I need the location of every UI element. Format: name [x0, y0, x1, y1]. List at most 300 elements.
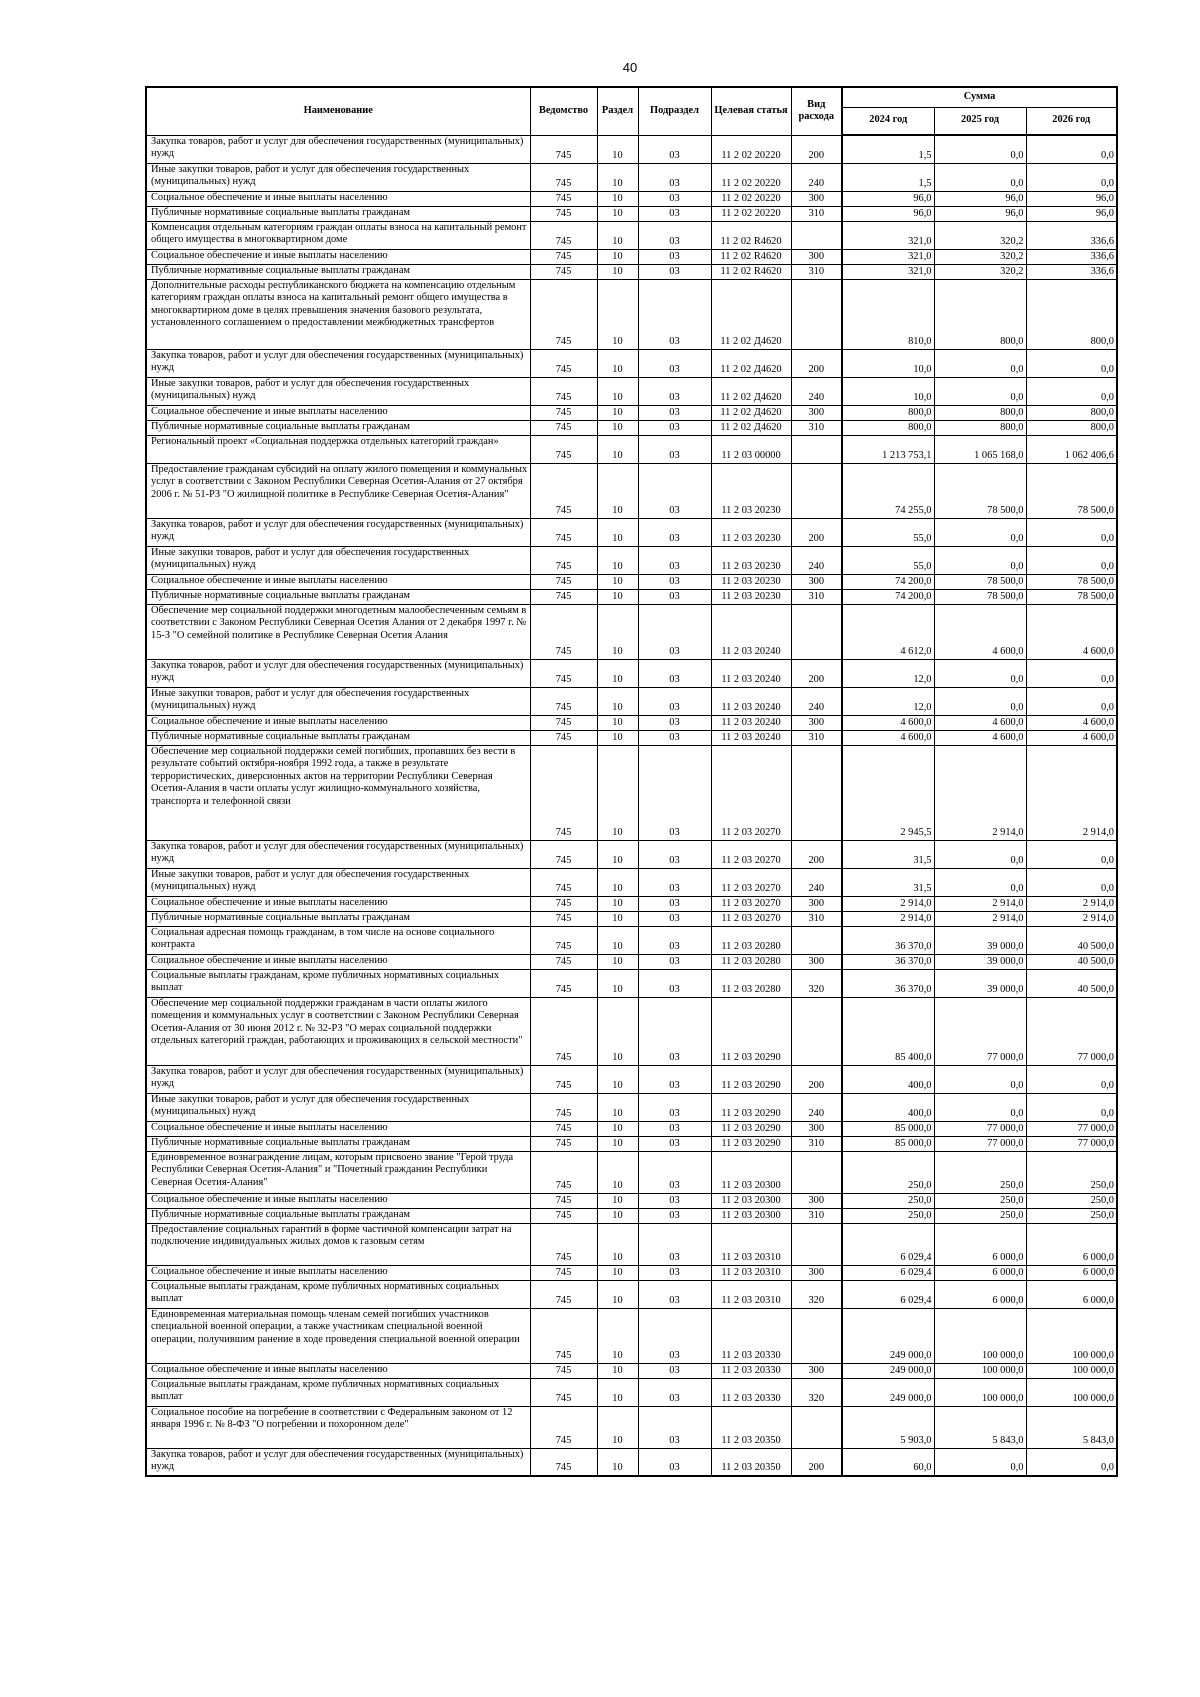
cell-subsection: 03	[638, 463, 711, 518]
cell-department: 745	[530, 1121, 597, 1136]
table-row	[146, 1136, 1117, 1151]
cell-name: Публичные нормативные социальные выплаты гражданам	[146, 589, 530, 604]
cell-expense-type: 300	[791, 1265, 842, 1280]
cell-section: 10	[597, 221, 638, 249]
cell-subsection: 03	[638, 574, 711, 589]
cell-name: Закупка товаров, работ и услуг для обеспечения государственных (муниципальных) нужд	[146, 659, 530, 687]
cell-amount-2026: 0,0	[1026, 840, 1117, 868]
table-row	[146, 1280, 1117, 1308]
cell-name: Публичные нормативные социальные выплаты гражданам	[146, 264, 530, 279]
cell-section: 10	[597, 1448, 638, 1476]
cell-target-article: 11 2 03 20240	[711, 687, 791, 715]
cell-expense-type	[791, 997, 842, 1065]
cell-target-article: 11 2 03 20270	[711, 896, 791, 911]
cell-subsection: 03	[638, 1208, 711, 1223]
cell-amount-2024: 74 200,0	[842, 574, 934, 589]
cell-name: Социальное обеспечение и иные выплаты населению	[146, 715, 530, 730]
header-target-article: Целевая статья	[711, 87, 791, 135]
cell-section: 10	[597, 911, 638, 926]
table-row	[146, 420, 1117, 435]
cell-amount-2024: 74 255,0	[842, 463, 934, 518]
cell-department: 745	[530, 206, 597, 221]
cell-department: 745	[530, 1265, 597, 1280]
cell-expense-type: 200	[791, 659, 842, 687]
cell-subsection: 03	[638, 730, 711, 745]
cell-subsection: 03	[638, 840, 711, 868]
cell-section: 10	[597, 264, 638, 279]
table-row	[146, 730, 1117, 745]
cell-name: Социальные выплаты гражданам, кроме публичных нормативных социальных выплат	[146, 1378, 530, 1406]
cell-amount-2025: 0,0	[934, 135, 1026, 163]
cell-section: 10	[597, 1093, 638, 1121]
cell-amount-2025: 39 000,0	[934, 926, 1026, 954]
table-row	[146, 1093, 1117, 1121]
cell-amount-2024: 1,5	[842, 163, 934, 191]
cell-department: 745	[530, 997, 597, 1065]
cell-amount-2026: 250,0	[1026, 1151, 1117, 1193]
cell-amount-2025: 0,0	[934, 687, 1026, 715]
cell-section: 10	[597, 420, 638, 435]
cell-expense-type	[791, 604, 842, 659]
cell-expense-type: 200	[791, 1065, 842, 1093]
cell-expense-type: 310	[791, 589, 842, 604]
cell-department: 745	[530, 604, 597, 659]
cell-section: 10	[597, 463, 638, 518]
cell-expense-type: 300	[791, 1363, 842, 1378]
cell-amount-2024: 12,0	[842, 687, 934, 715]
cell-expense-type: 300	[791, 1121, 842, 1136]
cell-subsection: 03	[638, 279, 711, 349]
cell-amount-2026: 0,0	[1026, 659, 1117, 687]
cell-amount-2024: 55,0	[842, 546, 934, 574]
cell-department: 745	[530, 377, 597, 405]
cell-amount-2025: 250,0	[934, 1208, 1026, 1223]
cell-amount-2026: 6 000,0	[1026, 1223, 1117, 1265]
table-row	[146, 1151, 1117, 1193]
cell-expense-type	[791, 745, 842, 840]
cell-amount-2024: 31,5	[842, 868, 934, 896]
cell-amount-2026: 2 914,0	[1026, 896, 1117, 911]
cell-amount-2026: 4 600,0	[1026, 730, 1117, 745]
cell-amount-2026: 2 914,0	[1026, 911, 1117, 926]
table-row	[146, 896, 1117, 911]
cell-amount-2025: 96,0	[934, 206, 1026, 221]
cell-department: 745	[530, 163, 597, 191]
table-row	[146, 911, 1117, 926]
cell-department: 745	[530, 1151, 597, 1193]
cell-target-article: 11 2 02 20220	[711, 206, 791, 221]
table-row	[146, 574, 1117, 589]
cell-expense-type: 240	[791, 163, 842, 191]
cell-subsection: 03	[638, 1406, 711, 1448]
cell-amount-2025: 0,0	[934, 1448, 1026, 1476]
cell-amount-2024: 85 000,0	[842, 1136, 934, 1151]
cell-name: Обеспечение мер социальной поддержки гражданам в части оплаты жилого помещения и коммунальных услуг в соответствии с Законом Республики Северная Осетия-Алания от 30 июня 2012 г. № 32-РЗ "О мерах социальной поддержки отдельных категорий граждан, работающих и проживающих в сельской местности"	[146, 997, 530, 1065]
cell-subsection: 03	[638, 221, 711, 249]
cell-name: Обеспечение мер социальной поддержки семей погибших, пропавших без вести в результате событий октября-ноября 1992 года, а также в результате террористических, диверсионных актов на территории Республики Северная Осетия-Алания в части оплаты услуг жилищно-коммунального хозяйства, транспорта и телефонной связи	[146, 745, 530, 840]
table-row	[146, 715, 1117, 730]
cell-expense-type: 310	[791, 264, 842, 279]
cell-target-article: 11 2 02 Д4620	[711, 279, 791, 349]
cell-expense-type: 240	[791, 687, 842, 715]
header-section: Раздел	[597, 87, 638, 135]
table-row	[146, 840, 1117, 868]
cell-amount-2024: 4 612,0	[842, 604, 934, 659]
cell-amount-2025: 320,2	[934, 249, 1026, 264]
cell-amount-2025: 4 600,0	[934, 730, 1026, 745]
cell-amount-2025: 39 000,0	[934, 969, 1026, 997]
cell-subsection: 03	[638, 518, 711, 546]
cell-expense-type: 300	[791, 896, 842, 911]
cell-section: 10	[597, 1363, 638, 1378]
cell-name: Социальное обеспечение и иные выплаты населению	[146, 191, 530, 206]
cell-subsection: 03	[638, 546, 711, 574]
cell-amount-2024: 85 400,0	[842, 997, 934, 1065]
cell-amount-2024: 31,5	[842, 840, 934, 868]
cell-name: Социальное обеспечение и иные выплаты населению	[146, 574, 530, 589]
cell-name: Социальное обеспечение и иные выплаты населению	[146, 954, 530, 969]
cell-name: Закупка товаров, работ и услуг для обеспечения государственных (муниципальных) нужд	[146, 840, 530, 868]
header-year-2024: 2024 год	[842, 107, 934, 135]
cell-target-article: 11 2 03 20230	[711, 518, 791, 546]
cell-amount-2024: 6 029,4	[842, 1280, 934, 1308]
cell-section: 10	[597, 405, 638, 420]
cell-amount-2025: 250,0	[934, 1193, 1026, 1208]
cell-name: Предоставление социальных гарантий в форме частичной компенсации затрат на подключение индивидуальных жилых домов к газовым сетям	[146, 1223, 530, 1265]
cell-amount-2024: 4 600,0	[842, 730, 934, 745]
cell-amount-2026: 0,0	[1026, 163, 1117, 191]
cell-amount-2024: 800,0	[842, 420, 934, 435]
cell-amount-2026: 0,0	[1026, 687, 1117, 715]
table-row	[146, 206, 1117, 221]
cell-name: Публичные нормативные социальные выплаты гражданам	[146, 1208, 530, 1223]
cell-subsection: 03	[638, 911, 711, 926]
cell-target-article: 11 2 03 20230	[711, 463, 791, 518]
cell-amount-2025: 6 000,0	[934, 1223, 1026, 1265]
cell-target-article: 11 2 03 20230	[711, 546, 791, 574]
cell-amount-2026: 77 000,0	[1026, 997, 1117, 1065]
cell-target-article: 11 2 03 20330	[711, 1308, 791, 1363]
cell-subsection: 03	[638, 997, 711, 1065]
cell-expense-type	[791, 1151, 842, 1193]
cell-amount-2024: 85 000,0	[842, 1121, 934, 1136]
cell-target-article: 11 2 03 00000	[711, 435, 791, 463]
cell-amount-2025: 0,0	[934, 659, 1026, 687]
cell-target-article: 11 2 03 20310	[711, 1265, 791, 1280]
cell-name: Закупка товаров, работ и услуг для обеспечения государственных (муниципальных) нужд	[146, 518, 530, 546]
cell-amount-2026: 4 600,0	[1026, 604, 1117, 659]
cell-name: Иные закупки товаров, работ и услуг для обеспечения государственных (муниципальных) нужд	[146, 868, 530, 896]
cell-amount-2024: 249 000,0	[842, 1363, 934, 1378]
header-name: Наименование	[146, 87, 530, 135]
cell-expense-type: 300	[791, 405, 842, 420]
cell-subsection: 03	[638, 135, 711, 163]
table-row	[146, 1378, 1117, 1406]
cell-amount-2025: 77 000,0	[934, 1136, 1026, 1151]
cell-department: 745	[530, 868, 597, 896]
cell-amount-2025: 250,0	[934, 1151, 1026, 1193]
cell-name: Социальное обеспечение и иные выплаты населению	[146, 1193, 530, 1208]
cell-department: 745	[530, 420, 597, 435]
cell-section: 10	[597, 1223, 638, 1265]
cell-section: 10	[597, 249, 638, 264]
cell-expense-type: 320	[791, 1378, 842, 1406]
cell-department: 745	[530, 1308, 597, 1363]
cell-department: 745	[530, 574, 597, 589]
cell-target-article: 11 2 03 20240	[711, 715, 791, 730]
cell-amount-2024: 6 029,4	[842, 1265, 934, 1280]
cell-expense-type: 310	[791, 420, 842, 435]
cell-amount-2026: 2 914,0	[1026, 745, 1117, 840]
budget-table	[145, 86, 1118, 1477]
cell-department: 745	[530, 896, 597, 911]
cell-target-article: 11 2 03 20270	[711, 911, 791, 926]
cell-target-article: 11 2 03 20280	[711, 954, 791, 969]
cell-subsection: 03	[638, 264, 711, 279]
table-row	[146, 221, 1117, 249]
cell-amount-2026: 100 000,0	[1026, 1363, 1117, 1378]
cell-amount-2025: 77 000,0	[934, 1121, 1026, 1136]
cell-target-article: 11 2 02 Д4620	[711, 349, 791, 377]
table-row	[146, 589, 1117, 604]
cell-department: 745	[530, 659, 597, 687]
cell-amount-2026: 100 000,0	[1026, 1308, 1117, 1363]
cell-expense-type	[791, 1406, 842, 1448]
cell-department: 745	[530, 1406, 597, 1448]
table-body	[146, 135, 1117, 1476]
cell-amount-2024: 6 029,4	[842, 1223, 934, 1265]
cell-amount-2025: 100 000,0	[934, 1378, 1026, 1406]
cell-target-article: 11 2 03 20350	[711, 1406, 791, 1448]
cell-expense-type: 300	[791, 574, 842, 589]
cell-section: 10	[597, 1208, 638, 1223]
cell-expense-type: 310	[791, 1136, 842, 1151]
cell-amount-2025: 78 500,0	[934, 463, 1026, 518]
cell-amount-2024: 2 945,5	[842, 745, 934, 840]
cell-section: 10	[597, 279, 638, 349]
cell-section: 10	[597, 1280, 638, 1308]
cell-subsection: 03	[638, 926, 711, 954]
cell-name: Публичные нормативные социальные выплаты гражданам	[146, 730, 530, 745]
cell-subsection: 03	[638, 745, 711, 840]
cell-name: Социальное обеспечение и иные выплаты населению	[146, 896, 530, 911]
cell-amount-2024: 5 903,0	[842, 1406, 934, 1448]
cell-expense-type: 200	[791, 518, 842, 546]
cell-department: 745	[530, 349, 597, 377]
cell-expense-type	[791, 926, 842, 954]
cell-section: 10	[597, 135, 638, 163]
cell-department: 745	[530, 954, 597, 969]
table-row	[146, 1065, 1117, 1093]
cell-expense-type: 310	[791, 911, 842, 926]
cell-department: 745	[530, 435, 597, 463]
cell-section: 10	[597, 435, 638, 463]
cell-amount-2026: 0,0	[1026, 546, 1117, 574]
cell-section: 10	[597, 997, 638, 1065]
cell-name: Социальное обеспечение и иные выплаты населению	[146, 1265, 530, 1280]
cell-target-article: 11 2 03 20330	[711, 1363, 791, 1378]
cell-amount-2024: 400,0	[842, 1065, 934, 1093]
cell-amount-2026: 0,0	[1026, 135, 1117, 163]
cell-target-article: 11 2 03 20230	[711, 574, 791, 589]
header-year-2025: 2025 год	[934, 107, 1026, 135]
table-row	[146, 279, 1117, 349]
cell-subsection: 03	[638, 1151, 711, 1193]
cell-amount-2025: 0,0	[934, 518, 1026, 546]
cell-department: 745	[530, 1208, 597, 1223]
cell-expense-type	[791, 1223, 842, 1265]
cell-name: Дополнительные расходы республиканского бюджета на компенсацию отдельным категориям граждан оплаты взноса на капитальный ремонт общего имущества в многоквартирном доме в целях превышения значения базового результата, установленного соглашением о предоставлении межбюджетных трансфертов	[146, 279, 530, 349]
table-row	[146, 435, 1117, 463]
cell-department: 745	[530, 730, 597, 745]
cell-amount-2024: 321,0	[842, 249, 934, 264]
cell-target-article: 11 2 03 20240	[711, 604, 791, 659]
cell-amount-2025: 800,0	[934, 420, 1026, 435]
table-row	[146, 969, 1117, 997]
cell-department: 745	[530, 264, 597, 279]
cell-target-article: 11 2 02 R4620	[711, 221, 791, 249]
cell-amount-2026: 78 500,0	[1026, 589, 1117, 604]
cell-department: 745	[530, 840, 597, 868]
cell-amount-2024: 400,0	[842, 1093, 934, 1121]
cell-subsection: 03	[638, 1378, 711, 1406]
cell-department: 745	[530, 926, 597, 954]
cell-section: 10	[597, 1193, 638, 1208]
cell-department: 745	[530, 1378, 597, 1406]
cell-subsection: 03	[638, 405, 711, 420]
cell-section: 10	[597, 349, 638, 377]
cell-expense-type: 300	[791, 715, 842, 730]
table-row	[146, 463, 1117, 518]
cell-amount-2025: 0,0	[934, 163, 1026, 191]
cell-subsection: 03	[638, 420, 711, 435]
cell-amount-2024: 1,5	[842, 135, 934, 163]
cell-expense-type: 240	[791, 377, 842, 405]
cell-amount-2026: 0,0	[1026, 349, 1117, 377]
cell-department: 745	[530, 249, 597, 264]
cell-name: Иные закупки товаров, работ и услуг для обеспечения государственных (муниципальных) нужд	[146, 377, 530, 405]
table-row	[146, 1265, 1117, 1280]
cell-section: 10	[597, 546, 638, 574]
table-row	[146, 405, 1117, 420]
cell-subsection: 03	[638, 435, 711, 463]
cell-section: 10	[597, 1378, 638, 1406]
cell-amount-2026: 250,0	[1026, 1193, 1117, 1208]
cell-amount-2025: 0,0	[934, 1093, 1026, 1121]
cell-department: 745	[530, 1448, 597, 1476]
cell-amount-2026: 6 000,0	[1026, 1265, 1117, 1280]
cell-section: 10	[597, 1121, 638, 1136]
cell-target-article: 11 2 03 20280	[711, 926, 791, 954]
cell-target-article: 11 2 03 20280	[711, 969, 791, 997]
cell-section: 10	[597, 163, 638, 191]
cell-target-article: 11 2 02 R4620	[711, 249, 791, 264]
cell-amount-2026: 336,6	[1026, 249, 1117, 264]
cell-target-article: 11 2 02 R4620	[711, 264, 791, 279]
cell-target-article: 11 2 03 20240	[711, 659, 791, 687]
cell-department: 745	[530, 191, 597, 206]
cell-amount-2024: 1 213 753,1	[842, 435, 934, 463]
cell-name: Публичные нормативные социальные выплаты гражданам	[146, 420, 530, 435]
cell-target-article: 11 2 02 20220	[711, 163, 791, 191]
cell-amount-2024: 810,0	[842, 279, 934, 349]
cell-amount-2024: 74 200,0	[842, 589, 934, 604]
cell-target-article: 11 2 03 20300	[711, 1193, 791, 1208]
header-sum: Сумма	[842, 87, 1117, 107]
cell-amount-2024: 2 914,0	[842, 911, 934, 926]
table-row	[146, 1208, 1117, 1223]
cell-amount-2026: 800,0	[1026, 420, 1117, 435]
cell-section: 10	[597, 1151, 638, 1193]
cell-name: Иные закупки товаров, работ и услуг для обеспечения государственных (муниципальных) нужд	[146, 163, 530, 191]
cell-target-article: 11 2 03 20270	[711, 745, 791, 840]
cell-amount-2025: 2 914,0	[934, 911, 1026, 926]
table-row	[146, 518, 1117, 546]
cell-expense-type: 300	[791, 249, 842, 264]
cell-target-article: 11 2 03 20290	[711, 1093, 791, 1121]
cell-amount-2025: 78 500,0	[934, 589, 1026, 604]
cell-amount-2024: 250,0	[842, 1151, 934, 1193]
cell-section: 10	[597, 377, 638, 405]
cell-amount-2025: 0,0	[934, 349, 1026, 377]
cell-amount-2026: 40 500,0	[1026, 969, 1117, 997]
cell-amount-2024: 96,0	[842, 191, 934, 206]
table-row	[146, 163, 1117, 191]
cell-section: 10	[597, 206, 638, 221]
cell-department: 745	[530, 1193, 597, 1208]
cell-name: Социальная адресная помощь гражданам, в том числе на основе социального контракта	[146, 926, 530, 954]
cell-department: 745	[530, 1136, 597, 1151]
cell-amount-2024: 36 370,0	[842, 926, 934, 954]
cell-amount-2024: 96,0	[842, 206, 934, 221]
cell-subsection: 03	[638, 687, 711, 715]
header-expense-type: Вид расхода	[791, 87, 842, 135]
cell-amount-2026: 0,0	[1026, 1065, 1117, 1093]
cell-subsection: 03	[638, 1065, 711, 1093]
cell-section: 10	[597, 745, 638, 840]
cell-target-article: 11 2 02 Д4620	[711, 405, 791, 420]
cell-department: 745	[530, 715, 597, 730]
cell-section: 10	[597, 574, 638, 589]
cell-name: Социальное обеспечение и иные выплаты населению	[146, 1363, 530, 1378]
cell-target-article: 11 2 02 Д4620	[711, 420, 791, 435]
table-row	[146, 1121, 1117, 1136]
cell-amount-2026: 6 000,0	[1026, 1280, 1117, 1308]
cell-subsection: 03	[638, 1280, 711, 1308]
cell-name: Закупка товаров, работ и услуг для обеспечения государственных (муниципальных) нужд	[146, 1448, 530, 1476]
cell-amount-2024: 250,0	[842, 1208, 934, 1223]
cell-section: 10	[597, 687, 638, 715]
cell-target-article: 11 2 03 20310	[711, 1223, 791, 1265]
cell-section: 10	[597, 730, 638, 745]
cell-amount-2025: 77 000,0	[934, 997, 1026, 1065]
cell-name: Социальные выплаты гражданам, кроме публичных нормативных социальных выплат	[146, 969, 530, 997]
cell-subsection: 03	[638, 1448, 711, 1476]
cell-section: 10	[597, 954, 638, 969]
cell-expense-type: 240	[791, 1093, 842, 1121]
table-row	[146, 1308, 1117, 1363]
cell-amount-2024: 800,0	[842, 405, 934, 420]
cell-amount-2025: 6 000,0	[934, 1280, 1026, 1308]
cell-amount-2024: 321,0	[842, 221, 934, 249]
cell-section: 10	[597, 518, 638, 546]
cell-amount-2024: 10,0	[842, 377, 934, 405]
cell-amount-2024: 249 000,0	[842, 1308, 934, 1363]
cell-department: 745	[530, 969, 597, 997]
cell-subsection: 03	[638, 191, 711, 206]
cell-expense-type: 300	[791, 191, 842, 206]
cell-amount-2024: 2 914,0	[842, 896, 934, 911]
